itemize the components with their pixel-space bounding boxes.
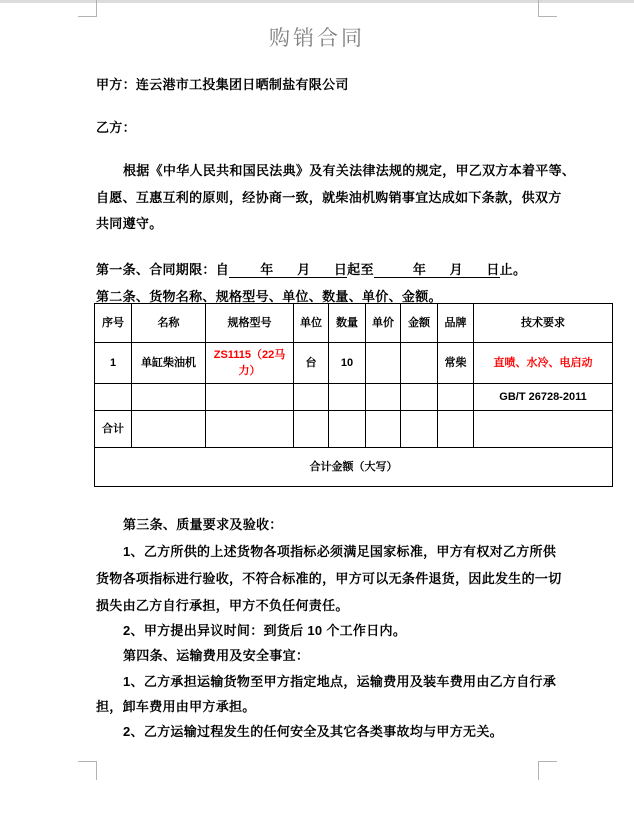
clause4-line-1: 1、乙方承担运输货物至甲方指定地点，运输费用及装车费用由乙方自行承 xyxy=(123,674,557,689)
table-row-item-1 xyxy=(95,343,613,384)
cell-total-label: 合计 xyxy=(95,411,132,448)
cell-brand: 常柴 xyxy=(438,343,474,384)
term-start-blank: 年 月 日 xyxy=(229,262,348,277)
clause3-line-1: 1、乙方所供的上述货物各项指标必须满足国家标准，甲方有权对乙方所供 xyxy=(123,544,557,559)
clause2-title-line: 第二条、货物名称、规格型号、单位、数量、单价、金额。 xyxy=(96,289,442,304)
cell-price xyxy=(366,343,401,384)
cell-standard: GB/T 26728-2011 xyxy=(474,384,613,411)
cell-amount xyxy=(401,343,438,384)
clause1-suffix: 止。 xyxy=(499,262,527,277)
cell-no: 1 xyxy=(95,343,132,384)
preamble-line-2: 自愿、互惠互利的原则，经协商一致，就柴油机购销事宜达成如下条款，供双方 xyxy=(96,190,562,205)
term-end-blank: 年 月 日 xyxy=(373,262,500,277)
cell-unit: 台 xyxy=(294,343,329,384)
margin-crop-mark-top-right xyxy=(538,0,557,17)
clause3-line-3: 损失由乙方自行承担，甲方不负任何责任。 xyxy=(96,598,349,613)
header-unit: 单位 xyxy=(294,304,329,343)
document-title: 购销合同 xyxy=(269,26,365,50)
party-a-line: 甲方：连云港市工投集团日晒制盐有限公司 xyxy=(96,77,349,92)
table-header-row xyxy=(95,304,613,343)
clause1-mid: 起至 xyxy=(347,262,374,277)
margin-crop-mark-top-left xyxy=(78,0,97,17)
clause4-line-2: 担，卸车费用由甲方承担。 xyxy=(96,699,256,714)
table-row-total xyxy=(95,411,613,448)
header-amount: 金额 xyxy=(401,304,438,343)
cell-name: 单缸柴油机 xyxy=(132,343,206,384)
cell-tech: 直喷、水冷、电启动 xyxy=(474,343,613,384)
goods-table xyxy=(94,303,613,487)
margin-crop-mark-bottom-right xyxy=(538,761,557,780)
margin-crop-mark-bottom-left xyxy=(78,761,97,780)
preamble-line-1: 根据《中华人民共和国民法典》及有关法律法规的规定，甲乙双方本着平等、 xyxy=(123,163,576,178)
clause4-title-line: 第四条、运输费用及安全事宜： xyxy=(123,648,310,663)
header-tech: 技术要求 xyxy=(474,304,613,343)
clause1-prefix: 第一条、合同期限：自 xyxy=(96,262,230,277)
clause3-line-4: 2、甲方提出异议时间：到货后 10 个工作日内。 xyxy=(123,623,407,638)
table-row-amount-words xyxy=(95,448,613,487)
preamble-line-3: 共同遵守。 xyxy=(96,216,163,231)
header-brand: 品牌 xyxy=(438,304,474,343)
clause4-line-3: 2、乙方运输过程发生的任何安全及其它各类事故均与甲方无关。 xyxy=(123,724,503,739)
header-qty: 数量 xyxy=(329,304,366,343)
header-model: 规格型号 xyxy=(206,304,294,343)
clause3-title-line: 第三条、质量要求及验收： xyxy=(123,517,283,532)
header-name: 名称 xyxy=(132,304,206,343)
cell-amount-words: 合计金额（大写） xyxy=(95,448,613,487)
cell-model: ZS1115（22马力） xyxy=(206,343,294,384)
clause3-line-2: 货物各项指标进行验收，不符合标准的，甲方可以无条件退货，因此发生的一切 xyxy=(96,571,562,586)
clause1-term-line xyxy=(96,259,526,278)
cell-qty: 10 xyxy=(329,343,366,384)
header-no: 序号 xyxy=(95,304,132,343)
party-b-line: 乙方： xyxy=(96,120,136,135)
header-price: 单价 xyxy=(366,304,401,343)
table-row-standard xyxy=(95,384,613,411)
